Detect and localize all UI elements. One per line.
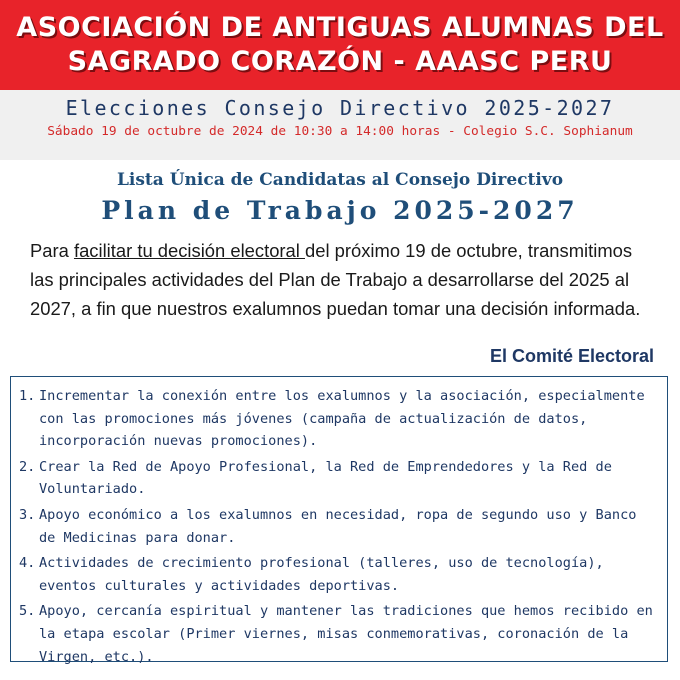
list-item	[19, 456, 657, 501]
election-date-line: Sábado 19 de octubre de 2024 de 10:30 a 14:00 horas - Colegio S.C. Sophianum	[47, 124, 633, 139]
intro-paragraph	[30, 236, 655, 323]
association-name-line2: SAGRADO CORAZÓN - AAASC PERU	[67, 46, 613, 77]
item-text: Apoyo económico a los exalumnos en necesidad, ropa de segundo uso y Banco de Medicinas para donar.	[39, 506, 637, 546]
item-number: 4.	[19, 555, 36, 572]
plan-items-list	[11, 377, 667, 668]
elections-title: Elecciones Consejo Directivo 2025-2027	[65, 96, 615, 120]
plan-title: Plan de Trabajo 2025-2027	[101, 196, 579, 225]
header-banner	[0, 0, 680, 90]
intro-underlined: facilitar tu decisión electoral	[73, 240, 305, 261]
item-number: 1.	[19, 388, 36, 404]
candidate-list-title: Lista Única de Candidatas al Consejo Directivo	[116, 170, 564, 190]
item-text: Actividades de crecimiento profesional (talleres, uso de tecnología), eventos culturales y actividades deportivas.	[39, 555, 604, 594]
item-text: Crear la Red de Apoyo Profesional, la Red de Emprendedores y la Red de Voluntariado.	[39, 458, 612, 498]
plan-items-box	[10, 376, 668, 665]
election-info-band	[0, 90, 680, 160]
item-text: Incrementar la conexión entre los exalumnos y la asociación, especialmente con las promociones más jóvenes (campaña de actualización de datos, incorporación nuevas promociones).	[39, 388, 645, 450]
intro-part2: del próximo 19 de octubre, transmitimos las principales actividades del Plan de Trabajo a desarrollarse del 2025 al 2027, a fin que nuestros exalumnos puedan tomar una decisión informada.	[30, 240, 641, 319]
committee-signature: El Comité Electoral	[489, 346, 654, 366]
item-text: Apoyo, cercanía espiritual y mantener las tradiciones que hemos recibido en la etapa escolar (Primer viernes, misas conmemorativas, coronación de la Virgen, etc.).	[39, 603, 653, 665]
item-number: 2.	[19, 458, 36, 475]
list-item	[19, 504, 657, 549]
item-number: 5.	[19, 603, 36, 620]
list-item	[19, 600, 657, 668]
item-number: 3.	[19, 506, 36, 523]
intro-part1: Para	[30, 240, 74, 261]
association-name-line1: ASOCIACIÓN DE ANTIGUAS ALUMNAS DEL	[16, 12, 664, 43]
list-item	[19, 385, 657, 453]
list-item	[19, 552, 657, 597]
